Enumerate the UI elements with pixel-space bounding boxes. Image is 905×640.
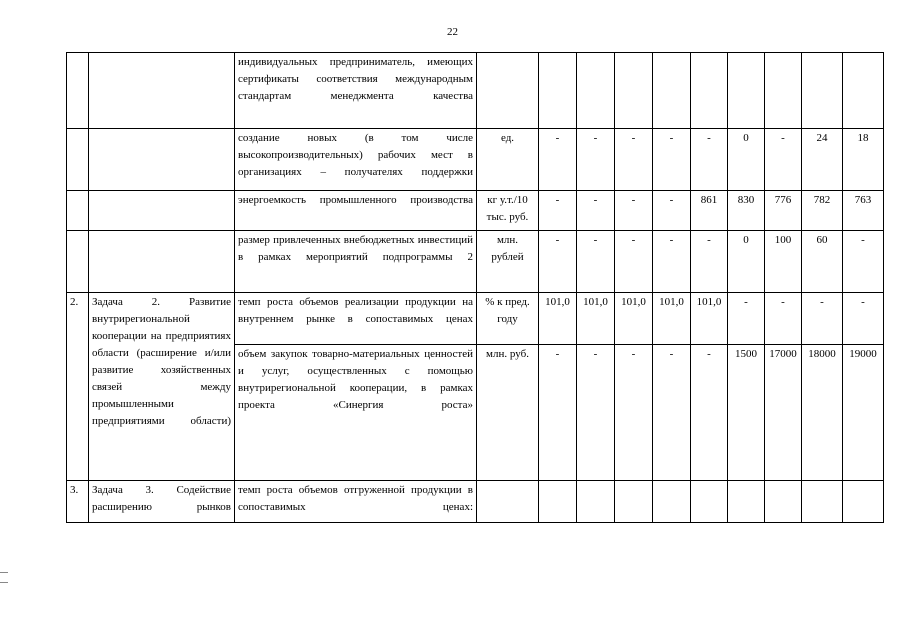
value-cell [728, 481, 765, 523]
value-cell: - [539, 191, 577, 231]
edge-mark [0, 582, 8, 583]
value-cell: - [577, 345, 615, 481]
value-cell: 0 [728, 231, 765, 293]
value-cell: 776 [765, 191, 802, 231]
task-cell [89, 129, 235, 191]
indicator-cell: индивидуальных предприниматель, имеющих сертификаты соответствия международным стандартам менеджмента качества [235, 53, 477, 129]
value-cell [843, 481, 884, 523]
task-cell [89, 191, 235, 231]
unit-cell [477, 481, 539, 523]
value-cell: - [615, 345, 653, 481]
value-cell [765, 53, 802, 129]
value-cell: 782 [802, 191, 843, 231]
edge-mark [0, 572, 8, 573]
value-cell: - [653, 191, 691, 231]
value-cell [615, 481, 653, 523]
value-cell: 18000 [802, 345, 843, 481]
indicator-cell: объем закупок товарно-материальных ценностей и услуг, осуществленных с помощью внутрирегиональной кооперации, в рамках проекта «Синергия роста» [235, 345, 477, 481]
value-cell: - [539, 231, 577, 293]
value-cell: - [843, 231, 884, 293]
value-cell: - [615, 129, 653, 191]
table-row [67, 293, 884, 345]
value-cell: 830 [728, 191, 765, 231]
value-cell [577, 53, 615, 129]
unit-cell: млн. руб. [477, 345, 539, 481]
table-row [67, 481, 884, 523]
value-cell [577, 481, 615, 523]
value-cell: 101,0 [615, 293, 653, 345]
value-cell: - [539, 345, 577, 481]
page-number: 22 [447, 26, 458, 38]
indicator-cell: энергоемкость промышленного производства [235, 191, 477, 231]
value-cell [653, 481, 691, 523]
value-cell [691, 481, 728, 523]
value-cell: 101,0 [653, 293, 691, 345]
row-number-cell: 3. [67, 481, 89, 523]
value-cell [539, 481, 577, 523]
value-cell: 101,0 [577, 293, 615, 345]
unit-cell: млн. рублей [477, 231, 539, 293]
value-cell [728, 53, 765, 129]
value-cell: - [577, 129, 615, 191]
value-cell [802, 53, 843, 129]
value-cell [765, 481, 802, 523]
value-cell: - [765, 129, 802, 191]
value-cell: - [843, 293, 884, 345]
indicator-cell: создание новых (в том числе высокопроизводительных) рабочих мест в организациях – получателях поддержки [235, 129, 477, 191]
value-cell: 19000 [843, 345, 884, 481]
table-row [67, 231, 884, 293]
value-cell: 0 [728, 129, 765, 191]
value-cell: 17000 [765, 345, 802, 481]
row-number-cell [67, 191, 89, 231]
value-cell: 101,0 [691, 293, 728, 345]
value-cell: 1500 [728, 345, 765, 481]
task-cell: Задача 2. Развитие внутрирегиональной кооперации на предприятиях области (расширение и/или развитие хозяйственных связей между промышленными предприятиями области) [89, 293, 235, 481]
value-cell: 100 [765, 231, 802, 293]
table-row [67, 129, 884, 191]
unit-cell [477, 53, 539, 129]
row-number-cell [67, 53, 89, 129]
value-cell: 101,0 [539, 293, 577, 345]
unit-cell: ед. [477, 129, 539, 191]
indicator-cell: размер привлеченных внебюджетных инвестиций в рамках мероприятий подпрограммы 2 [235, 231, 477, 293]
value-cell: - [691, 231, 728, 293]
value-cell [843, 53, 884, 129]
value-cell [615, 53, 653, 129]
row-number-cell [67, 231, 89, 293]
value-cell [691, 53, 728, 129]
value-cell: - [615, 191, 653, 231]
value-cell: 861 [691, 191, 728, 231]
value-cell: - [653, 231, 691, 293]
value-cell: - [577, 191, 615, 231]
value-cell: - [728, 293, 765, 345]
value-cell: - [765, 293, 802, 345]
table-row [67, 191, 884, 231]
value-cell: - [691, 129, 728, 191]
value-cell: 24 [802, 129, 843, 191]
value-cell: 763 [843, 191, 884, 231]
value-cell [653, 53, 691, 129]
unit-cell: % к пред. году [477, 293, 539, 345]
task-cell [89, 53, 235, 129]
indicator-cell: темп роста объемов отгруженной продукции в сопоставимых ценах: [235, 481, 477, 523]
unit-cell: кг у.т./10 тыс. руб. [477, 191, 539, 231]
value-cell [539, 53, 577, 129]
row-number-cell [67, 129, 89, 191]
value-cell: - [691, 345, 728, 481]
value-cell: - [653, 129, 691, 191]
value-cell: - [539, 129, 577, 191]
table-row [67, 53, 884, 129]
task-cell: Задача 3. Содействие расширению рынков [89, 481, 235, 523]
indicator-cell: темп роста объемов реализации продукции на внутреннем рынке в сопоставимых ценах [235, 293, 477, 345]
indicators-table [66, 52, 884, 523]
value-cell: - [802, 293, 843, 345]
row-number-cell: 2. [67, 293, 89, 481]
value-cell [802, 481, 843, 523]
task-cell [89, 231, 235, 293]
value-cell: - [577, 231, 615, 293]
value-cell: - [615, 231, 653, 293]
value-cell: 18 [843, 129, 884, 191]
value-cell: 60 [802, 231, 843, 293]
value-cell: - [653, 345, 691, 481]
